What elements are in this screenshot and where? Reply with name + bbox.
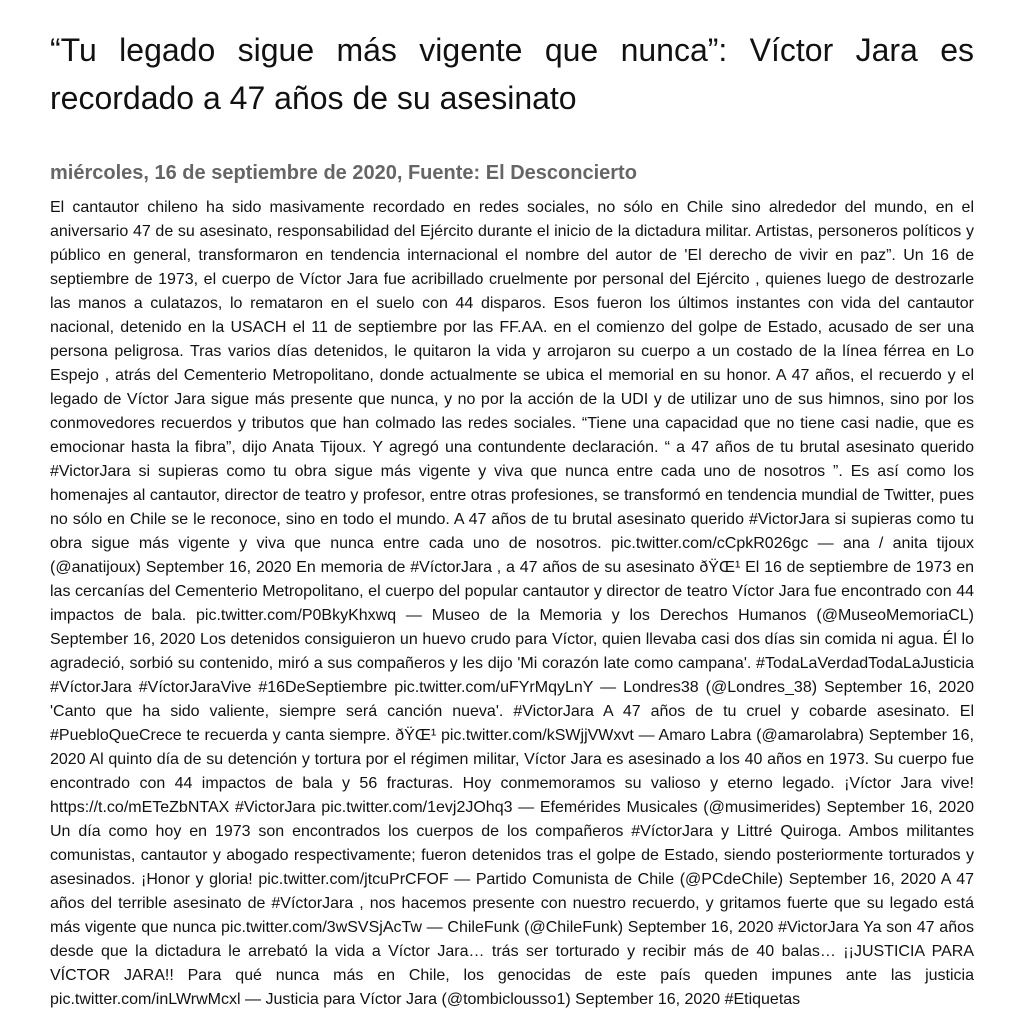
article (50, 0, 974, 1012)
article-title: “Tu legado sigue más vigente que nunca”: Víctor Jara es recordado a 47 años de su asesinato (50, 32, 974, 116)
article-body: El cantautor chileno ha sido masivamente recordado en redes sociales, no sólo en Chile sino alrededor del mundo, en el aniversario 47 de su asesinato, responsabilidad del Ejército durante el inicio de la dictadura militar. Artistas, personeros políticos y público en general, transformaron en tendencia internacional el nombre del autor de 'El derecho de vivir en paz”. Un 16 de septiembre de 1973, el cuerpo de Víctor Jara fue acribillado cruelmente por personal del Ejército , quienes luego de destrozarle las manos a culatazos, lo remataron en el suelo con 44 disparos. Esos fueron los últimos instantes con vida del cantautor nacional, detenido en la USACH el 11 de septiembre por las FF.AA. en el comienzo del golpe de Estado, acusado de ser una persona peligrosa. Tras varios días detenidos, le quitaron la vida y arrojaron su cuerpo a un costado de la línea férrea en Lo Espejo , atrás del Cementerio Metropolitano, donde actualmente se ubica el memorial en su honor. A 47 años, el recuerdo y el legado de Víctor Jara sigue más presente que nunca, y no por la acción de la UDI y de utilizar uno de sus himnos, sino por los conmovedores recuerdos y tributos que han colmado las redes sociales. “Tiene una capacidad que no tiene casi nadie, que es emocionar hasta la fibra”, dijo Anata Tijoux. Y agregó una contundente declaración. “ a 47 años de tu brutal asesinato querido #VictorJara si supieras como tu obra sigue más vigente y viva que nunca entre cada uno de nosotros ”. Es así como los homenajes al cantautor, director de teatro y profesor, entre otras profesiones, se transformó en tendencia mundial de Twitter, pues no sólo en Chile se le reconoce, sino en todo el mundo. A 47 años de tu brutal asesinato querido #VictorJara si supieras como tu obra sigue más vigente y viva que nunca entre cada uno de nosotros. pic.twitter.com/cCpkR026gc — ana / anita tijoux (@anatijoux) September 16, 2020 En memoria de #VíctorJara , a 47 años de su asesinato ðŸŒ¹ El 16 de septiembre de 1973 en las cercanías del Cementerio Metropolitano, el cuerpo del popular cantautor y director de teatro Víctor Jara fue encontrado con 44 impactos de bala. pic.twitter.com/P0BkyKhxwq — Museo de la Memoria y los Derechos Humanos (@MuseoMemoriaCL) September 16, 2020 Los detenidos consiguieron un huevo crudo para Víctor, quien llevaba casi dos días sin comida ni agua. Él lo agradeció, sorbió su contenido, miró a sus compañeros y les dijo 'Mi corazón late como campana'. #TodaLaVerdadTodaLaJusticia #VíctorJara #VíctorJaraVive #16DeSeptiembre pic.twitter.com/uFYrMqyLnY — Londres38 (@Londres_38) September 16, 2020 'Canto que ha sido valiente, siempre será canción nueva'. #VictorJara A 47 años de tu cruel y cobarde asesinato. El #PuebloQueCrece te recuerda y canta siempre. ðŸŒ¹ pic.twitter.com/kSWjjVWxvt — Amaro Labra (@amarolabra) September 16, 2020 Al quinto día de su detención y tortura por el régimen militar, Víctor Jara es asesinado a los 40 años en 1973. Su cuerpo fue encontrado con 44 impactos de bala y 56 fracturas. Hoy conmemoramos su valioso y eterno legado. ¡Víctor Jara vive! https://t.co/mETeZbNTAX #VictorJara pic.twitter.com/1evj2JOhq3 — Efemérides Musicales (@musimerides) September 16, 2020 Un día como hoy en 1973 son encontrados los cuerpos de los compañeros #VíctorJara y Littré Quiroga. Ambos militantes comunistas, cantautor y abogado respectivamente; fueron detenidos tras el golpe de Estado, siendo posteriormente torturados y asesinados. ¡Honor y gloria! pic.twitter.com/jtcuPrCFOF — Partido Comunista de Chile (@PCdeChile) September 16, 2020 A 47 años del terrible asesinato de #VíctorJara , nos hacemos presente con nuestro recuerdo, y gritamos fuerte que su legado está más vigente que nunca pic.twitter.com/3wSVSjAcTw — ChileFunk (@ChileFunk) September 16, 2020 #VictorJara Ya son 47 años desde que la dictadura le arrebató la vida a Víctor Jara… trás ser torturado y recibir más de 40 balas… ¡¡JUSTICIA PARA VÍCTOR JARA!! Para qué nunca más en Chile, los genocidas de este país queden impunes ante las justicia pic.twitter.com/inLWrwMcxl — Justicia para Víctor Jara (@tombiclousso1) September 16, 2020 #Etiquetas (50, 199, 974, 1008)
article-dateline: miércoles, 16 de septiembre de 2020, Fuente: El Desconcierto (50, 162, 637, 184)
